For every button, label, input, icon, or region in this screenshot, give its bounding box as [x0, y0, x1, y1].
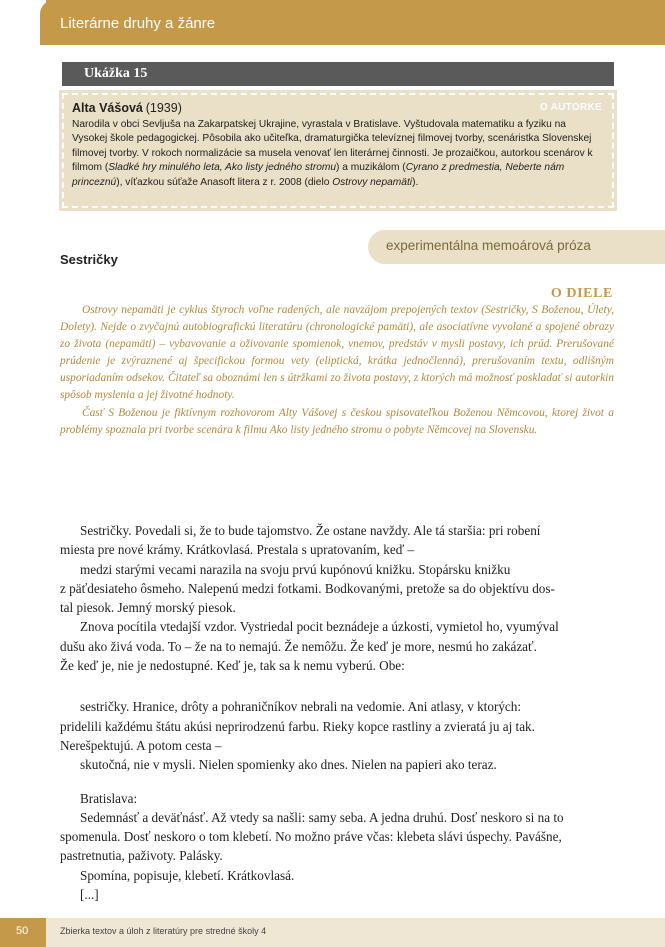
sample-bar	[62, 62, 614, 86]
text-line: pastretnutia, paživoty. Palásky.	[60, 848, 223, 864]
chapter-title: Literárne druhy a žánre	[60, 15, 216, 32]
about-work	[60, 302, 614, 439]
text-line: spomenula. Dosť neskoro o tom klebetí. No možno práve včas: klebeta slávi úspechy. Pavášne,	[60, 829, 562, 845]
genre-label: experimentálna memoárová próza	[386, 238, 591, 253]
author-bio-text: Narodila v obci Sevljuša na Zakarpatskej Ukrajine, vyrastala v Bratislave. Vyštudovala matematiku a fyziku na Vysokej škole pedagogickej. Pôsobila ako učiteľka, dramaturgička televíznej filmovej tvorby, scenáristka Slovenskej filmovej tvorby. V rokoch normalizácie sa musela venovať len literárnej činnosti. Je prozaičkou, autorkou scenárov k filmom (	[72, 118, 593, 174]
text-line: Spomína, popisuje, klebetí. Krátkovlasá.	[80, 867, 295, 883]
author-bio-text-4: ).	[412, 176, 419, 188]
text-line: dušu ako živá voda. To – že na to nemajú. Že nemôžu. Že keď je more, nesmú ho zakázať.	[60, 638, 537, 654]
excerpt-text	[60, 521, 616, 904]
sample-title: Ukážka 15	[84, 66, 148, 81]
author-bio-musicals: Cyrano z predmestia, Neberte nám princeznú	[72, 162, 565, 188]
work-title: Sestričky	[60, 252, 118, 267]
page-number: 50	[16, 925, 29, 937]
header-curve	[40, 0, 54, 45]
text-line: pridelili každému štátu akúsi neprirodzenú farbu. Rieky kopce rastliny a zvieratá ju aj tak.	[60, 718, 535, 734]
about-paragraph-2: Časť S Boženou je fiktívnym rozhovorom Alty Vášovej s českou spisovateľkou Boženou Němcovou, ktorej život a problémy spoznala pri tvorbe scenára k filmu Ako listy jedného stromu o pobyte Němcovej na Slovensku.	[60, 406, 614, 436]
text-line: medzi starými vecami narazila na svoju prvú kupónovú knižku. Stopársku knižku	[80, 561, 511, 577]
text-line: z päťdesiateho ôsmeho. Nalepenú medzi fotkami. Bodkovanými, pretože sa do objektívu dos-	[60, 580, 555, 596]
author-bio-films: Sladké hry minulého leta, Ako listy jedného stromu	[108, 162, 337, 174]
page-footer	[0, 918, 665, 947]
text-line: sestričky. Hranice, drôty a pohraničníkov nebrali na vedomie. Ani atlasy, v ktorých:	[80, 699, 522, 715]
author-bio-text-2: ) a muzikálom (	[336, 162, 406, 174]
text-line: Sedemnásť a deväťnásť. Až vtedy sa našli: samy seba. A jedna druhú. Dosť neskoro si na to	[80, 809, 564, 825]
author-bio-text-3: ), víťazkou súťaže Anasoft litera z r. 2008 (dielo	[116, 176, 333, 188]
text-line: skutočná, nie v mysli. Nielen spomienky ako dnes. Nielen na papieri ako teraz.	[80, 757, 497, 773]
author-box	[62, 93, 614, 208]
book-title: Zbierka textov a úloh z literatúry pre stredné školy 4	[60, 926, 267, 936]
text-line: Nerešpektujú. A potom cesta –	[60, 737, 222, 753]
author-bio-work: Ostrovy nepamäti	[332, 176, 413, 188]
about-heading: O DIELE	[550, 286, 613, 301]
author-tag: O AUTORKE	[539, 102, 602, 113]
text-line: Sestričky. Povedali si, že to bude tajomstvo. Že ostane navždy. Ale tá staršia: pri robení	[80, 523, 541, 538]
page-number-box	[0, 918, 46, 947]
text-line: [...]	[80, 887, 99, 903]
genre-pill	[368, 230, 665, 264]
text-line: Že keď je, nie je nedostupné. Keď je, tak sa k nemu vyberú. Obe:	[60, 658, 405, 674]
text-line: Bratislava:	[80, 790, 138, 806]
text-line: Znova pocítila vtedajší vzdor. Vystriedal pocit beznádeje a úzkosti, vymietol ho, vyumýval	[80, 619, 559, 635]
text-line: miesta pre nové krámy. Krátkovlasá. Prestala s upratovaním, keď –	[60, 542, 415, 558]
author-name: Alta Vášová	[72, 101, 143, 115]
author-year: (1939)	[145, 101, 182, 115]
about-paragraph-1: Ostrovy nepamäti je cyklus štyroch voľne radených, ale navzájom prepojených textov (Sestričky, S Boženou, Úlety, Dolety). Nejde o zvyčajnú autobiografickú literatúru (chronologické pamäti), ale asociatívne vyvolané a spojené obrazy zo života (nepamäti) – vybavovanie a oživovanie spomienok, vnemov, predstáv v mysli postavy, ich prúd. Prerušované prúdenie je zvýraznené aj špecifickou formou vety (eliptická, krátka jednočlenná), prerušovaním textu, odlišným usporiadaním odsekov. Čitateľ sa oboznámi len s útržkami zo života postavy, z ktorých má možnosť poskladať si autorkin spôsob myslenia a jej životné hodnoty.	[60, 304, 614, 402]
text-line: tal piesok. Jemný morský piesok.	[60, 600, 236, 616]
author-bio	[72, 101, 604, 191]
chapter-header	[46, 0, 665, 45]
